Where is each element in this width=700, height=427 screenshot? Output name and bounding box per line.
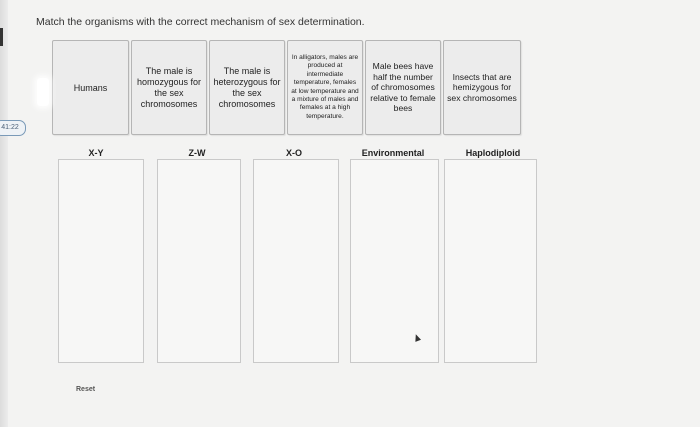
card-text: In alligators, males are produced at intermediate temperature, females at low temperature and a mixture of males and females at a high temperature. <box>291 53 359 120</box>
reset-button[interactable]: Reset <box>76 386 96 393</box>
card-text: The male is homozygous for the sex chromosomes <box>136 65 202 109</box>
category-label-xo: X-O <box>285 148 302 158</box>
card-text: Insects that are hemizygous for sex chromosomes <box>447 71 517 103</box>
dropzone-xo[interactable] <box>253 159 339 363</box>
category-label-xy: X-Y <box>88 148 104 158</box>
screen-glare <box>37 78 49 106</box>
card-text: Male bees have half the number of chromosomes relative to female bees <box>370 61 436 114</box>
dropzone-haplodiploid[interactable] <box>444 159 537 363</box>
card-text: The male is heterozygous for the sex chromosomes <box>213 65 281 109</box>
drag-card-alligators[interactable] <box>287 40 363 135</box>
drag-card-hemizygous-insects[interactable] <box>443 40 521 135</box>
category-label-haplodiploid: Haplodiploid <box>465 148 521 158</box>
drag-card-male-homozygous[interactable] <box>131 40 207 135</box>
dropzone-xy[interactable] <box>58 159 144 363</box>
category-label-zw: Z-W <box>188 148 206 158</box>
drag-card-male-bees[interactable] <box>365 40 441 135</box>
category-label-environmental: Environmental <box>361 148 425 158</box>
drag-card-male-heterozygous[interactable] <box>209 40 285 135</box>
question-instruction: Match the organisms with the correct mechanism of sex determination. <box>36 16 365 28</box>
dropzone-zw[interactable] <box>157 159 241 363</box>
left-edge-panel <box>0 0 8 427</box>
dropzone-environmental[interactable] <box>350 159 439 363</box>
timer-badge: 41:22 <box>0 120 26 136</box>
drag-card-humans[interactable] <box>52 40 129 135</box>
card-text: Humans <box>73 82 108 93</box>
left-edge-marker <box>0 28 3 46</box>
